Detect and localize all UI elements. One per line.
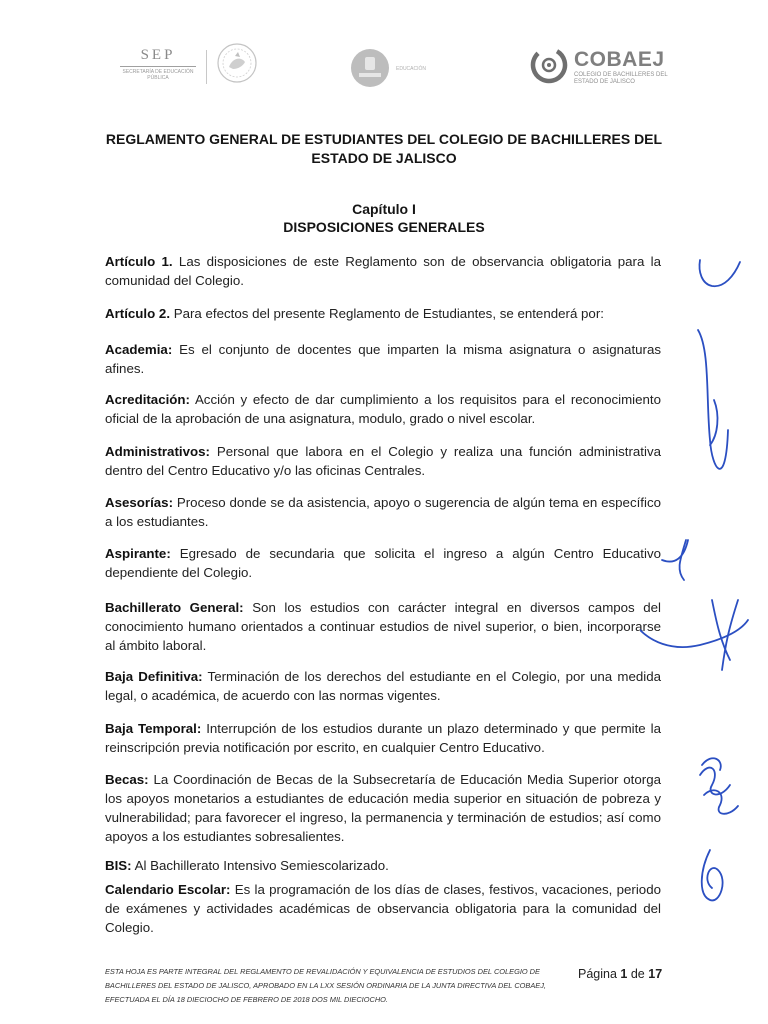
definition-baja-temporal — [105, 719, 661, 757]
page-current: 1 — [620, 967, 628, 981]
definition-text: Interrupción de los estudios durante un plazo determinado y que permite la reinscripción previa notificación por escrito, en cualquier Centro Educativo. — [105, 721, 661, 755]
article-term: Artículo 1. — [105, 254, 173, 269]
cobaej-logo-subtitle: COLEGIO DE BACHILLERES DEL ESTADO DE JALISCO — [574, 72, 668, 85]
definition-term: Acreditación: — [105, 392, 190, 407]
article-1 — [105, 252, 661, 290]
article-term: Artículo 2. — [105, 306, 171, 321]
article-text: Las disposiciones de este Reglamento son de observancia obligatoria para la comunidad del Colegio. — [105, 254, 661, 288]
definition-term: Baja Temporal: — [105, 721, 202, 736]
footer-note: ESTA HOJA ES PARTE INTEGRAL DEL REGLAMENTO DE REVALIDACIÓN Y EQUIVALENCIA DE ESTUDIOS DEL COLEGIO DE BACHILLERES DEL ESTADO DE JALISCO, APROBADO EN LA LXX SESIÓN ORDINARIA DE LA JUNTA DIRECTIVA DEL COBAEJ, EFECTUADA EL DÍA 18 DIECIOCHO DE FEBRERO DE 2018 DOS MIL DIECIOCHO. — [105, 967, 546, 1004]
definition-text: Son los estudios con carácter integral en diversos campos del conocimiento humano orientados a continuar estudios de nivel superior, o bien, incorporarse al ámbito laboral. — [105, 600, 662, 653]
definition-text: Egresado de secundaria que solicita el ingreso a algún Centro Educativo dependiente del Colegio. — [105, 546, 661, 580]
definition-bachillerato-general — [105, 598, 661, 655]
cobaej-logo-name: COBAEJ — [574, 48, 665, 71]
definition-academia — [105, 340, 661, 378]
page-of: de — [630, 967, 645, 981]
definition-acreditacion — [105, 390, 661, 428]
sep-logo-rule — [120, 66, 196, 67]
jalisco-logo-caption: EDUCACIÓN — [396, 66, 427, 72]
handwritten-initials-signature — [640, 240, 768, 920]
definition-term: Baja Definitiva: — [105, 669, 203, 684]
definition-text: La Coordinación de Becas de la Subsecretaría de Educación Media Superior otorga los apoyos monetarios a estudiantes de educación media superior en situación de pobreza y vulnerabilidad; para favorecer el ingreso, la permanencia y terminación de estudios; así como apoyos a los estudiantes sobresalientes. — [105, 772, 661, 844]
sep-logo — [112, 46, 204, 81]
sep-logo-word: SEP — [140, 47, 176, 63]
page-total: 17 — [648, 967, 663, 981]
definition-text: Proceso donde se da asistencia, apoyo o sugerencia de algún tema en específico a los estudiantes. — [105, 495, 661, 529]
article-2 — [105, 304, 661, 323]
definition-baja-definitiva — [105, 667, 661, 705]
definition-text: Al Bachillerato Intensivo Semiescolarizado. — [134, 858, 389, 873]
definition-term: Asesorías: — [105, 495, 173, 510]
cobaej-mark-icon — [530, 46, 568, 84]
article-text: Para efectos del presente Reglamento de Estudiantes, se entenderá por: — [173, 306, 604, 321]
chapter-name: DISPOSICIONES GENERALES — [283, 219, 485, 235]
cobaej-logo — [530, 42, 670, 92]
chapter-number: Capítulo I — [352, 201, 416, 217]
definition-term: Academia: — [105, 342, 173, 357]
definition-term: Administrativos: — [105, 444, 210, 459]
definition-administrativos — [105, 442, 661, 480]
definition-text: Es la programación de los días de clases, festivos, vacaciones, periodo de exámenes y actividades académicas de observancia obligatoria para la comunidad del Colegio. — [105, 882, 661, 935]
page-label: Página — [578, 967, 617, 981]
definition-text: Acción y efecto de dar cumplimiento a los requisitos para el reconocimiento oficial de la aprobación de una asignatura, modulo, grado o nivel escolar. — [105, 392, 661, 426]
definition-bis — [105, 856, 661, 875]
definition-text: Es el conjunto de docentes que imparten la misma asignatura o asignaturas afines. — [105, 342, 662, 376]
definition-becas — [105, 770, 661, 846]
definition-term: Becas: — [105, 772, 149, 787]
definition-term: Aspirante: — [105, 546, 171, 561]
logo-divider — [206, 50, 207, 84]
jalisco-logo-icon — [350, 48, 390, 88]
definition-term: Calendario Escolar: — [105, 882, 231, 897]
definition-calendario-escolar — [105, 880, 661, 937]
page-number — [578, 967, 662, 981]
document-title: REGLAMENTO GENERAL DE ESTUDIANTES DEL COLEGIO DE BACHILLERES DEL ESTADO DE JALISCO — [105, 131, 663, 166]
definition-term: BIS: — [105, 858, 132, 873]
sep-logo-subtitle: SECRETARÍA DE EDUCACIÓN PÚBLICA — [122, 69, 194, 81]
definition-aspirante — [105, 544, 661, 582]
mexico-seal-icon — [216, 42, 258, 84]
definition-text: Terminación de los derechos del estudiante en el Colegio, por una medida legal, o académica, de acuerdo con las normas vigentes. — [105, 669, 661, 703]
definition-text: Personal que labora en el Colegio y realiza una función administrativa dentro del Centro Educativo y/o las oficinas Centrales. — [105, 444, 661, 478]
definition-asesorias — [105, 493, 661, 531]
definition-term: Bachillerato General: — [105, 600, 244, 615]
